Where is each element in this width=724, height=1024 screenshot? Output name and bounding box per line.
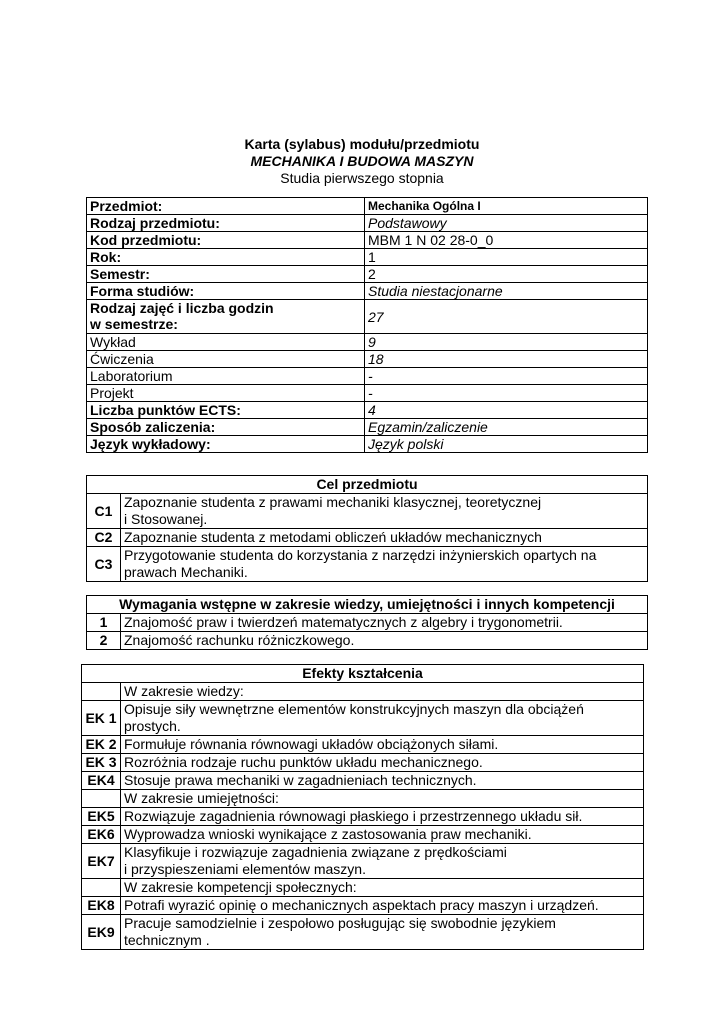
goal-text-line: Przygotowanie studenta do korzystania z narzędzi inżynierskich opartych na <box>124 547 597 563</box>
info-value: - <box>365 385 648 402</box>
info-value: 27 <box>365 300 648 334</box>
info-label-line: w semestrze: <box>90 316 178 332</box>
goal-code: C2 <box>87 529 121 547</box>
outcome-text-line: Klasyfikuje i rozwiązuje zagadnienia związane z prędkościami <box>124 844 507 860</box>
outcome-code: EK 3 <box>82 754 121 772</box>
course-goals-table <box>86 475 648 582</box>
requirements-title: Wymagania wstępne w zakresie wiedzy, umiejętności i innych kompetencji <box>87 596 648 614</box>
outcomes-title: Efekty kształcenia <box>82 665 644 683</box>
document-title: Karta (sylabus) modułu/przedmiotu <box>244 136 480 152</box>
outcome-code-empty <box>82 879 121 897</box>
info-value: - <box>365 368 648 385</box>
goal-text <box>121 547 648 582</box>
info-value: Mechanika Ogólna I <box>365 198 648 215</box>
outcome-section-skills: W zakresie umiejętności: <box>121 790 644 808</box>
outcome-text <box>121 915 644 950</box>
outcome-code: EK6 <box>82 826 121 844</box>
outcome-text: Rozwiązuje zagadnienia równowagi płaskiego i przestrzennego układu sił. <box>121 808 644 826</box>
goal-code: C3 <box>87 547 121 582</box>
outcome-code: EK 2 <box>82 736 121 754</box>
outcome-text-line: i przyspieszeniami elementów maszyn. <box>124 861 366 877</box>
info-label: Rok: <box>87 249 365 266</box>
requirement-text: Znajomość rachunku różniczkowego. <box>121 632 648 650</box>
info-value: 2 <box>365 266 648 283</box>
course-name: MECHANIKA I BUDOWA MASZYN <box>250 153 474 169</box>
requirement-text: Znajomość praw i twierdzeń matematycznych z algebry i trygonometrii. <box>121 614 648 632</box>
outcome-code: EK4 <box>82 772 121 790</box>
info-label: Kod przedmiotu: <box>87 232 365 249</box>
goal-code: C1 <box>87 494 121 529</box>
outcome-code-empty <box>82 790 121 808</box>
outcome-code: EK 1 <box>82 701 121 736</box>
requirement-number: 1 <box>87 614 121 632</box>
outcome-text: Wyprowadza wnioski wynikające z zastosowania praw mechaniki. <box>121 826 644 844</box>
outcome-section-knowledge: W zakresie wiedzy: <box>121 683 644 701</box>
outcome-code: EK7 <box>82 844 121 879</box>
info-value: Egzamin/zaliczenie <box>365 419 648 436</box>
outcome-text-line: technicznym . <box>124 932 210 948</box>
outcome-code: EK5 <box>82 808 121 826</box>
info-label: Ćwiczenia <box>87 351 365 368</box>
info-value: 4 <box>365 402 648 419</box>
info-label: Wykład <box>87 334 365 351</box>
info-label <box>87 300 365 334</box>
info-label: Język wykładowy: <box>87 436 365 453</box>
info-value: 1 <box>365 249 648 266</box>
info-label: Laboratorium <box>87 368 365 385</box>
goal-text-line: i Stosowanej. <box>124 511 208 527</box>
outcome-section-competence: W zakresie kompetencji społecznych: <box>121 879 644 897</box>
outcome-text: Formułuje równania równowagi układów obciążonych siłami. <box>121 736 644 754</box>
info-value: Podstawowy <box>365 215 648 232</box>
info-label: Projekt <box>87 385 365 402</box>
goal-text-line: prawach Mechaniki. <box>124 564 248 580</box>
learning-outcomes-table <box>81 664 644 950</box>
info-label: Sposób zaliczenia: <box>87 419 365 436</box>
requirement-number: 2 <box>87 632 121 650</box>
goal-text <box>121 494 648 529</box>
info-label-line: Rodzaj zajęć i liczba godzin <box>90 300 274 316</box>
info-value: MBM 1 N 02 28-0_0 <box>365 232 648 249</box>
outcome-text <box>121 701 644 736</box>
outcome-text <box>121 844 644 879</box>
goal-text-line: Zapoznanie studenta z prawami mechaniki klasycznej, teoretycznej <box>124 494 542 510</box>
goal-text: Zapoznanie studenta z metodami obliczeń układów mechanicznych <box>121 529 648 547</box>
outcome-text: Stosuje prawa mechaniki w zagadnieniach technicznych. <box>121 772 644 790</box>
outcome-code: EK9 <box>82 915 121 950</box>
outcome-text: Rozróżnia rodzaje ruchu punktów układu mechanicznego. <box>121 754 644 772</box>
info-value: 9 <box>365 334 648 351</box>
info-value: Język polski <box>365 436 648 453</box>
outcome-text-line: Pracuje samodzielnie i zespołowo posługując się swobodnie językiem <box>124 915 556 931</box>
info-label: Forma studiów: <box>87 283 365 300</box>
outcome-text-line: prostych. <box>124 718 181 734</box>
info-label: Rodzaj przedmiotu: <box>87 215 365 232</box>
outcome-code-empty <box>82 683 121 701</box>
study-level: Studia pierwszego stopnia <box>280 170 444 186</box>
outcome-text-line: Opisuje siły wewnętrzne elementów konstrukcyjnych maszyn dla obciążeń <box>124 701 584 717</box>
requirements-table <box>86 595 648 650</box>
outcome-text: Potrafi wyrazić opinię o mechanicznych aspektach pracy maszyn i urządzeń. <box>121 897 644 915</box>
info-value: 18 <box>365 351 648 368</box>
outcome-code: EK8 <box>82 897 121 915</box>
info-value: Studia niestacjonarne <box>365 283 648 300</box>
course-info-table <box>86 197 648 453</box>
info-label: Liczba punktów ECTS: <box>87 402 365 419</box>
goals-title: Cel przedmiotu <box>87 476 648 494</box>
info-label: Semestr: <box>87 266 365 283</box>
info-label: Przedmiot: <box>87 198 365 215</box>
